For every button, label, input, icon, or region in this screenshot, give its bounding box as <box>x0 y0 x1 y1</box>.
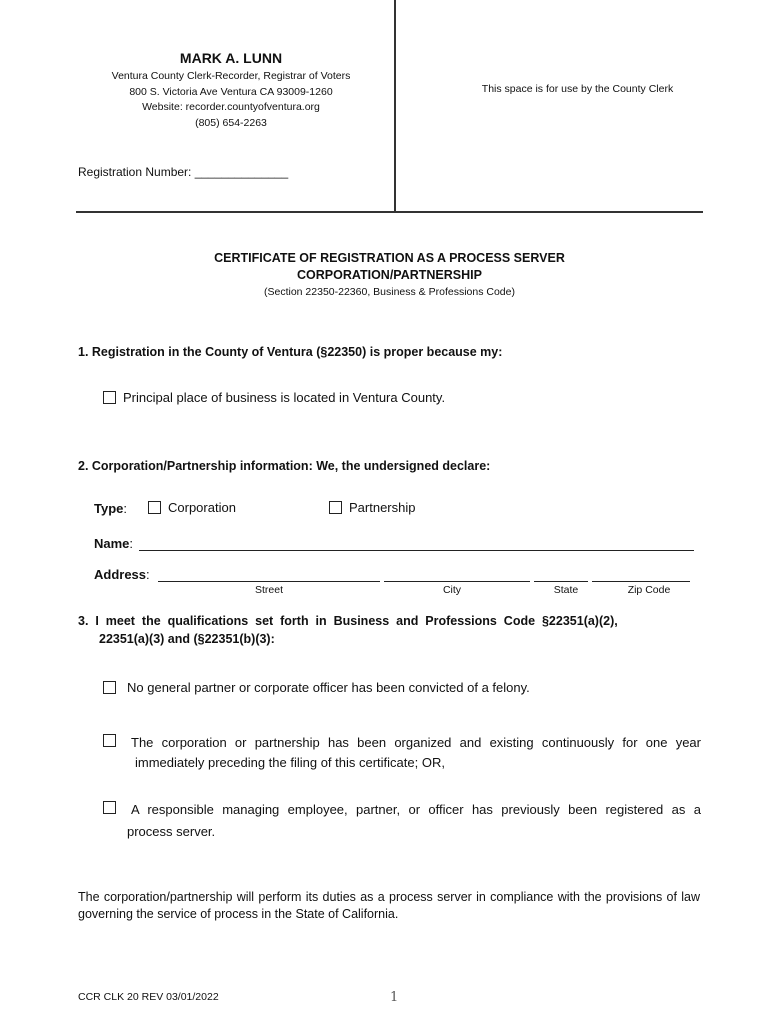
street-input-line[interactable] <box>158 568 380 582</box>
partnership-checkbox[interactable] <box>329 501 342 514</box>
existing-one-year-checkbox[interactable] <box>103 734 116 747</box>
corporation-label: Corporation <box>168 500 236 515</box>
previously-registered-label: A responsible managing employee, partner, or officer has previously been registered as a <box>131 802 701 817</box>
section3-heading-cont: 22351(a)(3) and (§22351(b)(3): <box>99 632 275 646</box>
principal-place-checkbox[interactable] <box>103 391 116 404</box>
previously-registered-label-cont: process server. <box>127 824 216 839</box>
section1-heading: 1. Registration in the County of Ventura (§22350) is proper because my: <box>78 345 503 359</box>
registrar-name: MARK A. LUNN <box>179 50 283 66</box>
header-horizontal-divider <box>76 211 703 213</box>
state-caption: State <box>553 584 579 596</box>
existing-one-year-label: The corporation or partnership has been organized and existing continuously for one year <box>131 735 701 750</box>
registration-number-field[interactable]: Registration Number: ______________ <box>78 165 289 179</box>
type-label: Type <box>94 501 124 516</box>
principal-place-label: Principal place of business is located in Ventura County. <box>123 390 446 405</box>
partnership-label: Partnership <box>349 500 416 515</box>
form-title: CERTIFICATE OF REGISTRATION AS A PROCESS SERVER <box>214 251 565 265</box>
registrar-website: Website: recorder.countyofventura.org <box>142 101 320 113</box>
street-caption: Street <box>254 584 283 596</box>
form-title-sub: CORPORATION/PARTNERSHIP <box>297 268 482 282</box>
no-felony-checkbox[interactable] <box>103 681 116 694</box>
corporation-checkbox[interactable] <box>148 501 161 514</box>
compliance-statement: The corporation/partnership will perform its duties as a process server in compliance with the provisions of law governing the service of process in the State of California. <box>78 890 700 921</box>
section3-heading: 3. I meet the qualifications set forth in Business and Professions Code §22351(a)(2), <box>78 614 618 628</box>
registrar-address: 800 S. Victoria Ave Ventura CA 93009-1260 <box>129 86 333 98</box>
clerk-use-space: This space is for use by the County Clerk <box>481 83 674 95</box>
previously-registered-checkbox[interactable] <box>103 801 116 814</box>
city-caption: City <box>442 584 462 596</box>
zip-caption: Zip Code <box>627 584 671 596</box>
registrar-phone: (805) 654-2263 <box>195 117 267 129</box>
header-vertical-divider <box>394 0 396 213</box>
address-label: Address <box>94 567 147 582</box>
city-input-line[interactable] <box>384 568 530 582</box>
name-label: Name <box>94 536 130 551</box>
state-input-line[interactable] <box>534 568 588 582</box>
name-input-line[interactable] <box>139 537 694 551</box>
form-id: CCR CLK 20 REV 03/01/2022 <box>78 991 219 1003</box>
form-code-reference: (Section 22350-22360, Business & Professions Code) <box>264 286 515 298</box>
no-felony-label: No general partner or corporate officer has been convicted of a felony. <box>127 680 530 695</box>
registrar-title: Ventura County Clerk-Recorder, Registrar of Voters <box>111 70 351 82</box>
existing-one-year-label-cont: immediately preceding the filing of this certificate; OR, <box>135 755 445 770</box>
section2-heading: 2. Corporation/Partnership information: We, the undersigned declare: <box>78 459 491 473</box>
zip-input-line[interactable] <box>592 568 690 582</box>
page-number: 1 <box>390 990 399 1005</box>
